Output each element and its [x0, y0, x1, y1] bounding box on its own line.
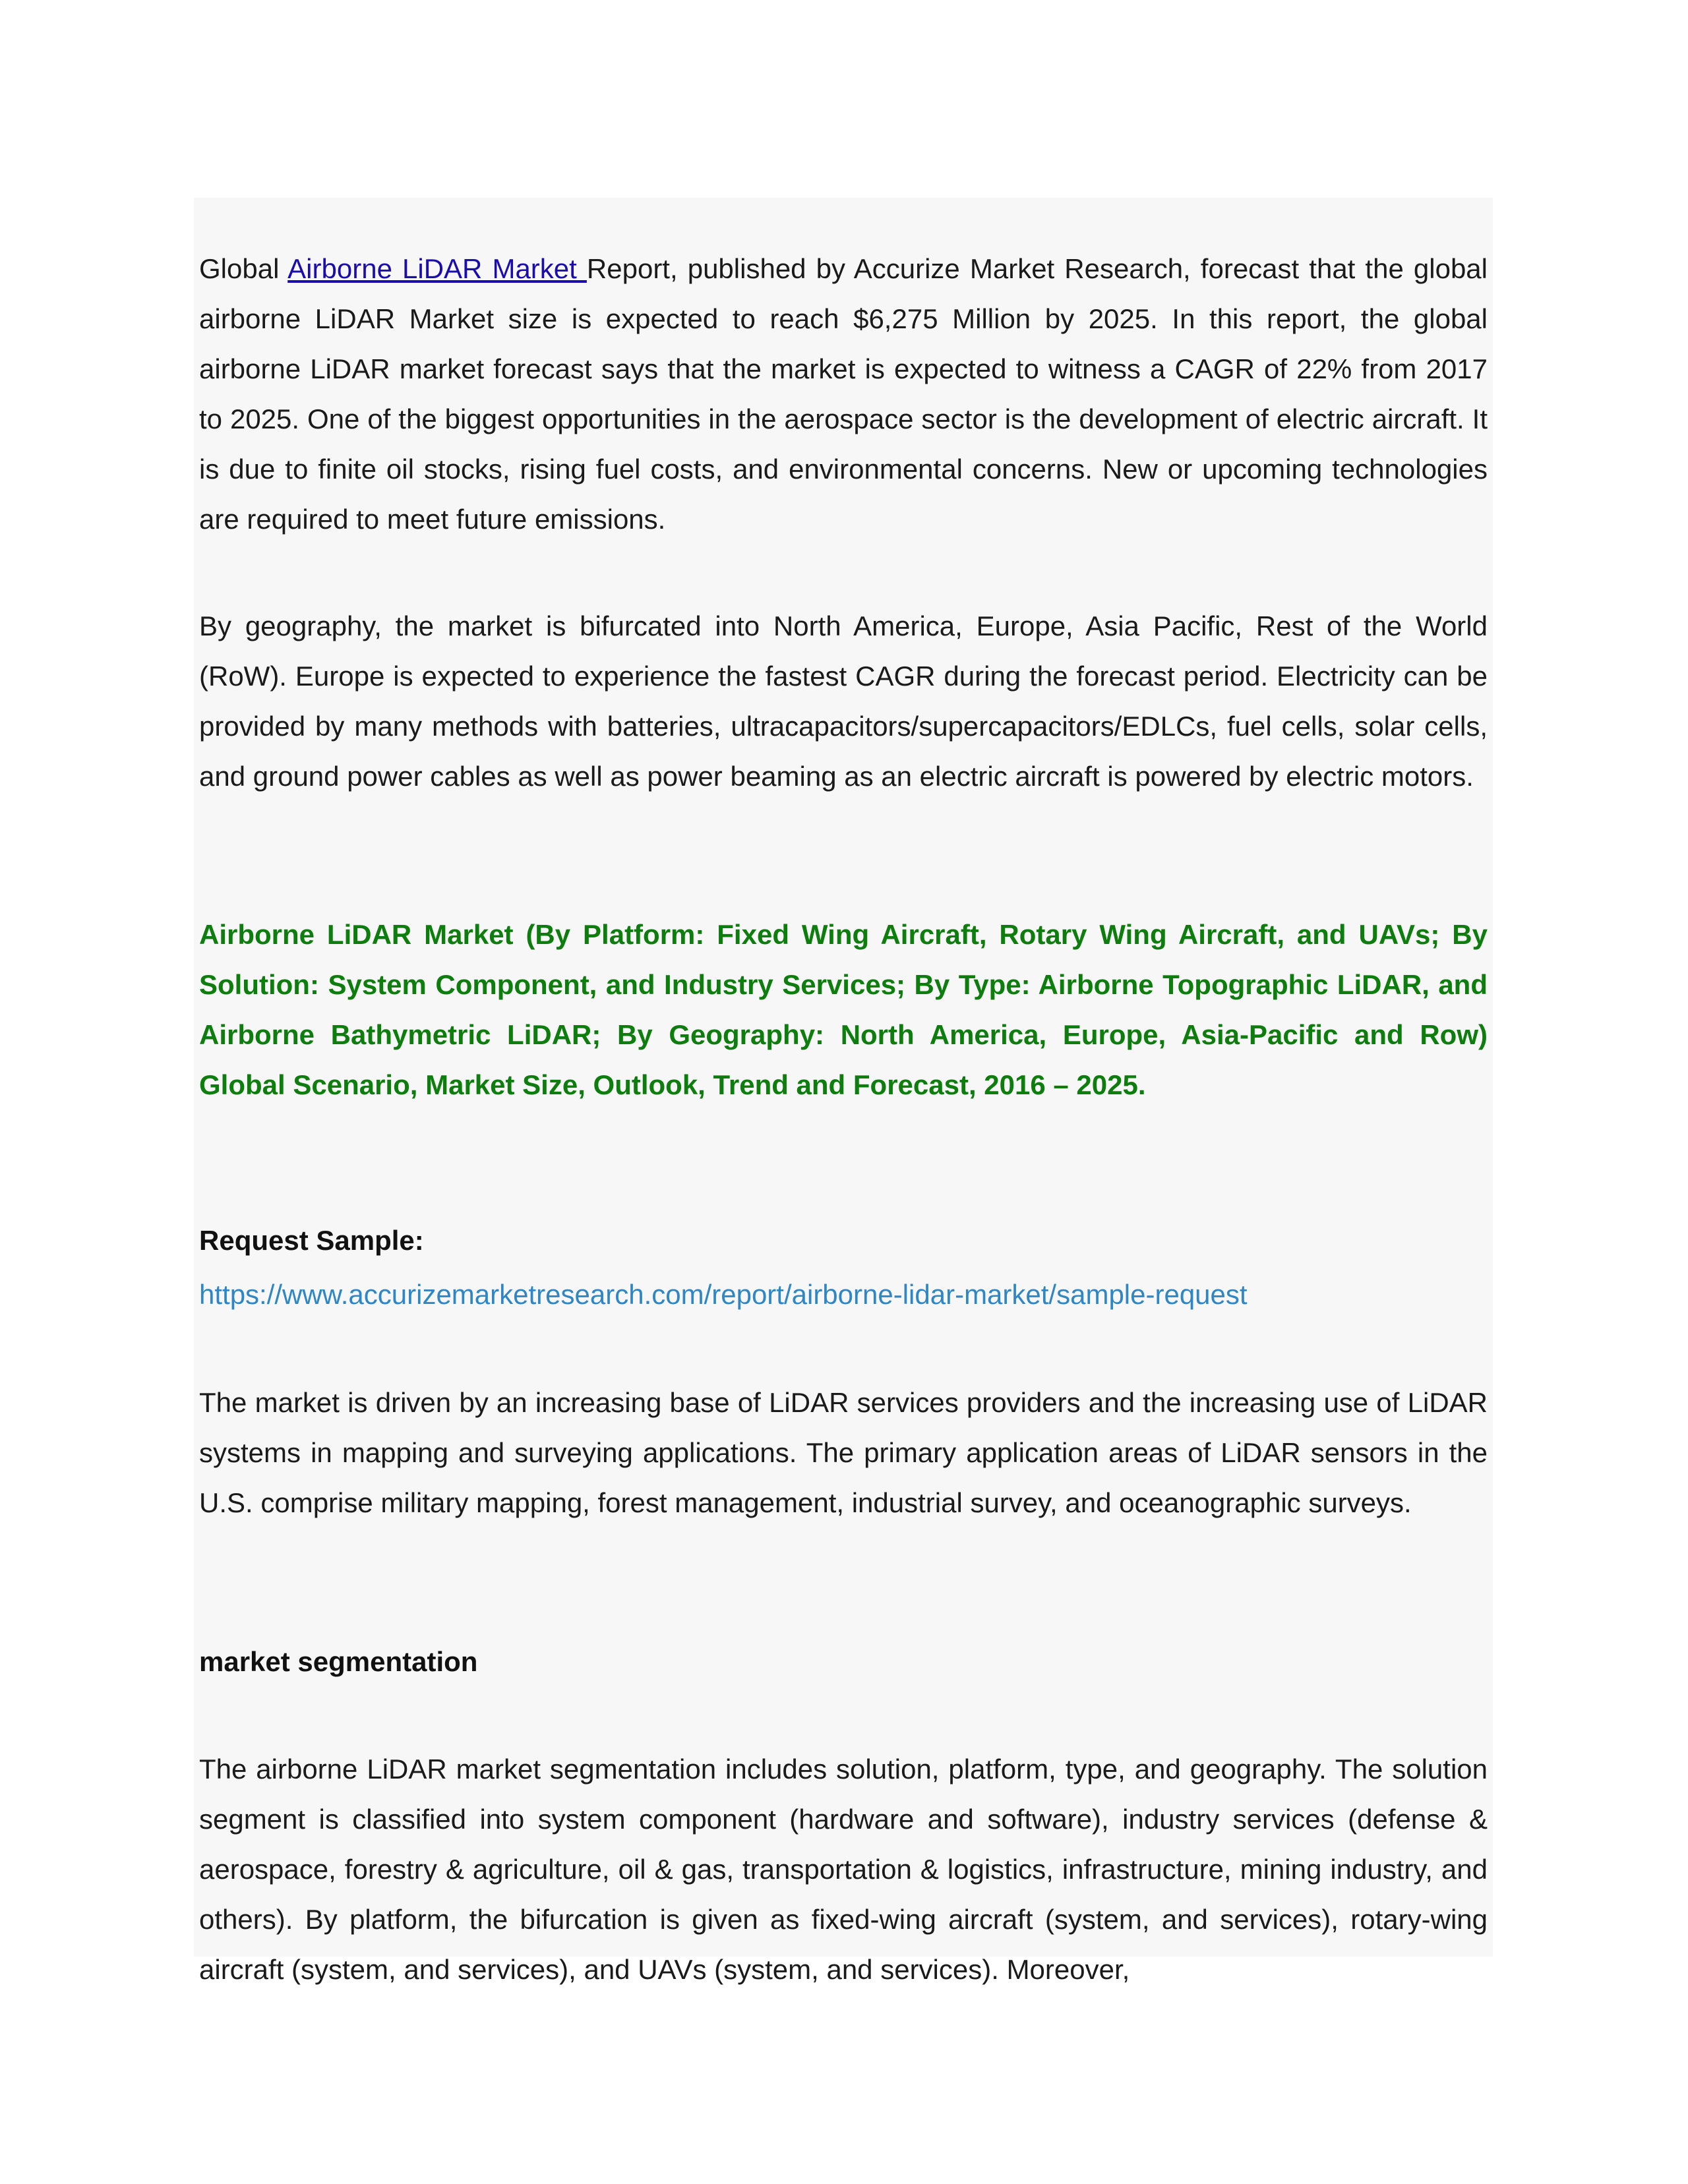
- intro-text: Report, published by Accurize Market Research, forecast that the global airborne LiDAR Market size is expected to reach $6,275 Million by 2025. In this report, the global airborne LiDAR market forecast says that the market is expected to witness a CAGR of 22% from 2017 to 2025. One of the biggest opportunities in the aerospace sector is the development of electric aircraft. It is due to finite oil stocks, rising fuel costs, and environmental concerns. New or upcoming technologies are required to meet future emissions.: [199, 253, 1488, 535]
- intro-prefix: Global: [199, 253, 288, 284]
- report-title: Airborne LiDAR Market (By Platform: Fixed Wing Aircraft, Rotary Wing Aircraft, and UAVs; By Solution: System Component, and Industry Services; By Type: Airborne Topographic LiDAR, and Airborne Bathymetric LiDAR; By Geography: North America, Europe, Asia-Pacific and Row) Global Scenario, Market Size, Outlook, Trend and Forecast, 2016 – 2025.: [199, 919, 1488, 1100]
- airborne-lidar-market-link[interactable]: Airborne LiDAR Market: [287, 253, 587, 284]
- request-sample-label: Request Sample:: [199, 1225, 424, 1256]
- drivers-paragraph: The market is driven by an increasing base of LiDAR services providers and the increasing use of LiDAR systems in mapping and surveying applications. The primary application areas of LiDAR sensors in the U.S. comprise military mapping, forest management, industrial survey, and oceanographic surveys.: [199, 1387, 1488, 1518]
- request-sample-url-line: [199, 1270, 1488, 1320]
- intro-paragraph: [199, 244, 1488, 545]
- segmentation-paragraph: The airborne LiDAR market segmentation includes solution, platform, type, and geography. The solution segment is classified into system component (hardware and software), industry services (defense & aerospace, forestry & agriculture, oil & gas, transportation & logistics, infrastructure, mining industry, and others). By platform, the bifurcation is given as fixed-wing aircraft (system, and services), rotary-wing aircraft (system, and services), and UAVs (system, and services). Moreover,: [199, 1754, 1488, 1985]
- document-page: [194, 198, 1493, 1985]
- segmentation-heading: market segmentation: [199, 1646, 478, 1677]
- geography-paragraph: By geography, the market is bifurcated into North America, Europe, Asia Pacific, Rest of the World (RoW). Europe is expected to experience the fastest CAGR during the forecast period. Electricity can be provided by many methods with batteries, ultracapacitors/supercapacitors/EDLCs, fuel cells, solar cells, and ground power cables as well as power beaming as an electric aircraft is powered by electric motors.: [199, 610, 1488, 792]
- sample-request-link[interactable]: https://www.accurizemarketresearch.com/report/airborne-lidar-market/sample-request: [199, 1279, 1248, 1310]
